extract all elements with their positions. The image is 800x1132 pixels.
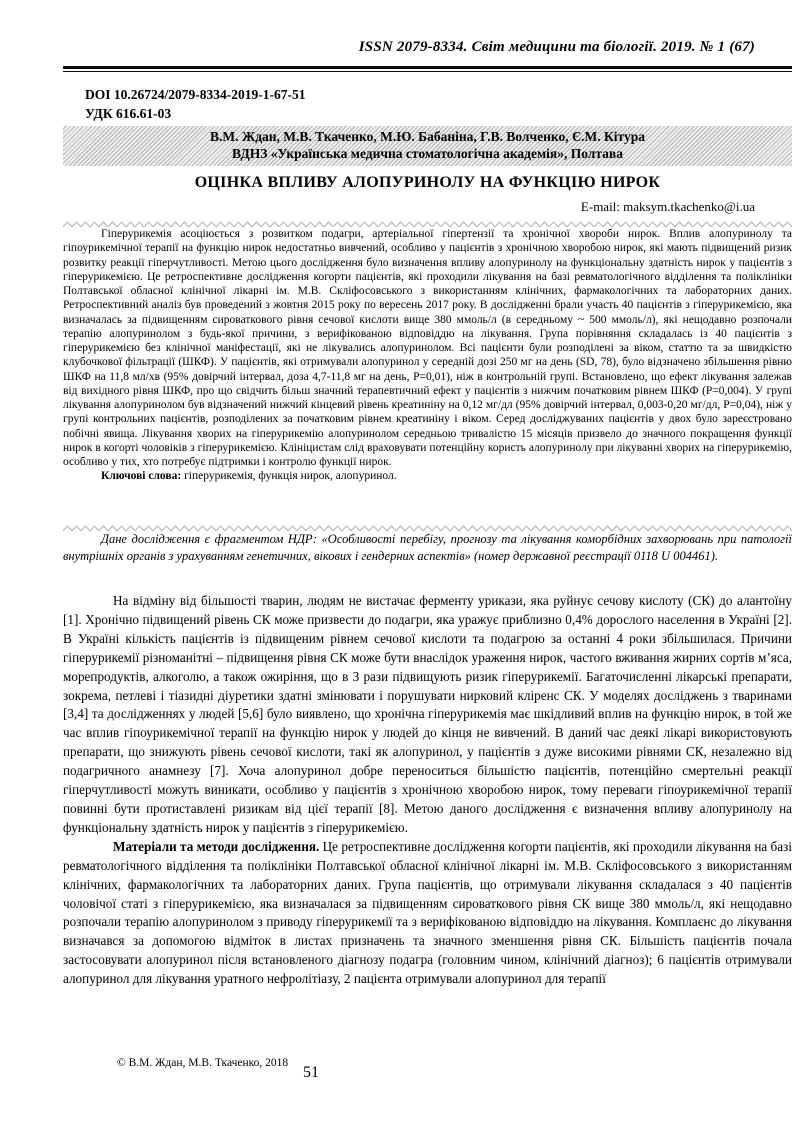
abstract-text: Гіперурикемія асоціюється з розвитком подагри, артеріальної гіпертензії та хронічної хвороби нирок. Вплив алопуринолу та гіпоурикемічної терапії на функцію нирок недостатньо вивчений, особливо у пацієнтів з хронічною хворобою нирок, які мають підвищений ризик розвитку реакції гіперчутливості. Метою цього дослідження було визначення впливу алопуринолу на функціональну здатність нирок у пацієнтів з гіперурикемією. Це ретроспективне дослідження когорти пацієнтів, які проходили лікування на базі ревматологічного відділення та поліклініки Полтавської обласної клінічної лікарні ім. М.В. Скліфосовського з використанням клінічних, фармакологічних та лабораторних даних. Ретроспективний аналіз був проведений з жовтня 2015 року по вересень 2017 року. В дослідженні брали участь 40 пацієнтів з гіперурикемією, яка визначалась за підвищенням сироваткового рівня сечової кислоти вище 380 ммоль/л (в середньому ~ 500 ммоль/л), які нещодавно розпочали терапію алопуринолом з будь-якої причини, з верифікованою відповіддю на лікування. Група порівняння складалась із 40 пацієнтів з гіперурикемією без клінічної маніфестації, які не лікувались алопуринолом. Всі пацієнти були розподілені за віком, статтю та за швидкістю клубочкової фільтрації (ШКФ). У пацієнтів, які отримували алопуринол у середній дозі 250 мг на день (SD, 78), було відзначено збільшення рівню ШКФ на 11,8 мл/хв (95% довірчий інтервал, доза 4,7-11,8 мг на день, Р=0,01), ніж в контрольній групі. Встановлено, що ефект лікування залежав від вихідного рівня ШКФ, про що свідчить більш значний терапевтичний ефект у пацієнтів з нижчим початковим рівнем ШКФ (Р=0,004). У групі лікування алопуринолом був відзначений нижчий кінцевий рівень креатиніну на 0,12 мг/дл (95% довірчий інтервал, 0,003-0,20 мг/дл, Р=0,04), ніж у групі контрольних пацієнтів, розподілених за початковим рівнем креатиніну і віком. Серед досліджуваних пацієнтів у двох було зареєстровано побічні явища. Лікування хворих на гіперурикемію алопуринолом середньою тривалістю 15 місяців призвело до значного покращення функції нирок в когорті чоловіків з гіперурикемією. Клініцистам слід враховувати потенційну користь алопуринолу при лікуванні хворих на гіперурикемію, особливо у тих, хто потребує підтримки і контролю функції нирок. (63, 228, 792, 468)
footer-copyright: © В.М. Ждан, М.В. Ткаченко, 2018 (117, 1057, 289, 1069)
keywords-text: гіперурикемія, функція нирок, алопуринол. (184, 470, 397, 483)
doi-line: DOI 10.26724/2079-8334-2019-1-67-51 (85, 87, 306, 102)
article-title: ОЦІНКА ВПЛИВУ АЛОПУРИНОЛУ НА ФУНКЦІЮ НИРОК (194, 174, 661, 191)
authors-block (63, 126, 792, 166)
intro-paragraph: На відміну від більшості тварин, людям не вистачає ферменту урикази, яка руйнує сечову кислоту (СК) до алантоїну [1]. Хронічно підвищений рівень СК може призвести до подагри, яка уражує приблизно 0,4% дорослого населення в Україні [2]. В Україні кількість пацієнтів із підвищеним рівнем сечової кислоти та подагрою за останні 4 роки збільшилася. Причини гіперурикемії різноманітні – підвищення рівня СК може бути внаслідок ураження нирок, частого вживання жирних сортів м’яса, морепродуктів, алкоголю, а також ожиріння, що в 3 рази підвищують ризик гіперурикемії. Багаточисленні лікарські препарати, зокрема, петлеві і тіазидні діуретики здатні змінювати і порушувати нирковий кліренс СК. У моделях досліджень з тваринами [3,4] та дослідженнях у людей [5,6] було виявлено, що хронічна гіперурикемія має шкідливий вплив на функцію нирок, в той же час вплив гіпоурикемічної терапії на функцію нирок у людей до кінця не вивчений. В даний час деякі лікарі використовують препарати, що знижують рівень сечової кислоти, такі як алопуринол, у пацієнтів з дуже високими рівнями СК, незалежно від подагричного анамнезу [7]. Хоча алопуринол добре переноситься більшістю пацієнтів, потенційно смертельні реакції гіперчутливості можуть виникати, особливо у пацієнтів з хронічною хворобою нирок, тому переваги гіпоурикемічної терапії повинні бути протиставлені ризикам від цієї терапії [8]. Метою даного дослідження є визначення впливу алопуринолу на функціональну здатність нирок у пацієнтів з гіперурикемією. (63, 593, 792, 835)
methods-text: Це ретроспективне дослідження когорти пацієнтів, які проходили лікування на базі ревматологічного відділення та поліклініки Полтавської обласної клінічної лікарні ім. М.В. Скліфосовського з використанням клінічних, фармакологічних та лабораторних даних. Група пацієнтів, що отримували лікування складалася з 40 пацієнтів чоловічої статі з гіперурикемією, яка визначалася за підвищенням сироваткового рівня СК вище 380 ммоль/л, які нещодавно розпочали терапію алопуринолом з приводу гіперурикемії та з верифікованою відповіддю на лікування. Комплаєнс до лікування визначався за допомогою відміток в листах призначень та значного зменшення рівня СК. Більшість пацієнтів почала застосовувати алопуринол після встановленого діагнозу подагра (головним чином, клінічний діагноз); 6 пацієнтів отримували алопуринол для лікування уратного нефролітіазу, 2 пацієнта отримували алопуринол для терапії (63, 838, 792, 987)
abstract-section (63, 227, 792, 517)
authors-line: В.М. Ждан, М.В. Ткаченко, М.Ю. Бабаніна, Г.В. Волченко, Є.М. Кітура (209, 129, 646, 144)
header-double-rule (63, 66, 792, 72)
methods-paragraph (63, 838, 792, 989)
zigzag-divider-top (63, 215, 792, 222)
keywords-label: Ключові слова: (101, 470, 185, 483)
email-line: E-mail: maksym.tkachenko@i.ua (580, 199, 755, 214)
ndr-note-section (63, 531, 792, 589)
keywords-line (63, 469, 792, 483)
main-text-section (63, 592, 792, 1056)
journal-issn-header: ISSN 2079-8334. Світ медицини та біології. 2019. № 1 (67) (358, 39, 755, 55)
page-number: 51 (303, 1064, 319, 1081)
ndr-note-text: Дане дослідження є фрагментом НДР: «Особливості перебігу, прогнозу та лікування коморбідних захворювань при патології внутрішніх органів з урахуванням генетичних, вікових і гендерних аспектів» (номер державної реєстрації 0118 U 004461). (63, 532, 792, 563)
zigzag-divider-bottom (63, 519, 792, 526)
methods-heading: Матеріали та методи дослідження. (113, 838, 323, 854)
doi-udc-block (85, 85, 305, 123)
affiliation-line: ВДНЗ «Українська медична стоматологічна академія», Полтава (232, 145, 623, 161)
udc-line: УДК 616.61-03 (85, 106, 172, 121)
